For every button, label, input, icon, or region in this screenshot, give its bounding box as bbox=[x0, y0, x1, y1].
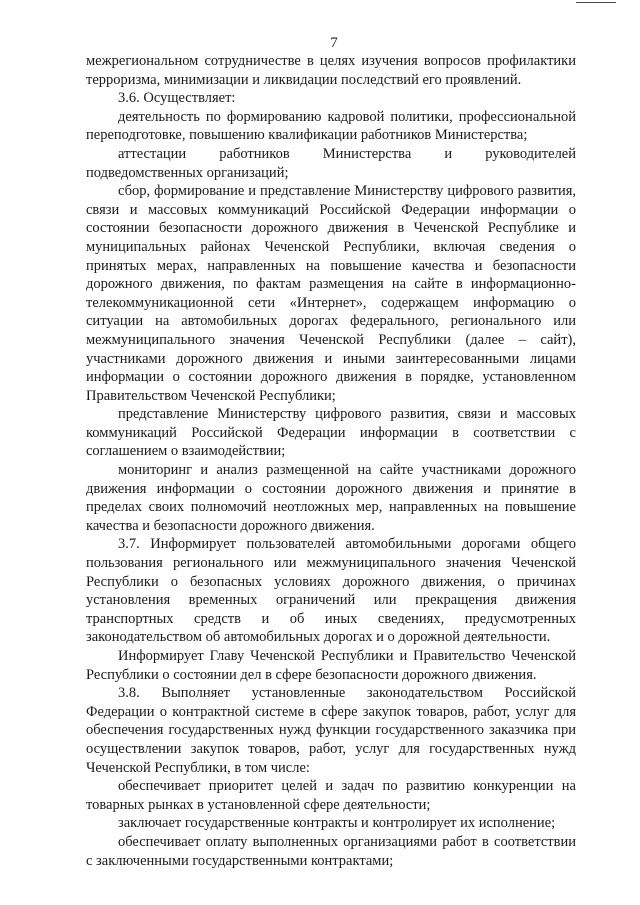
paragraph-3-8: 3.8. Выполняет установленные законодательством Российской Федерации о контрактной системе в сфере закупок товаров, работ, услуг для обеспечения государственных нужд функции государственного заказчика при осуществлении закупок товаров, работ, услуг для государственных нужд Чеченской Республики, в том числе: bbox=[86, 685, 576, 776]
paragraph-3-7: 3.7. Информирует пользователей автомобильными дорогами общего пользования регионального или межмуниципального значения Чеченской Республики о безопасных условиях дорожного движения, о причинах установления временных ограничений или прекращения движения транспортных средств и об иных сведениях, предусмотренных законодательством об автомобильных дорогах и о дорожной деятельности. bbox=[86, 536, 576, 646]
paragraph-data-collection: сбор, формирование и представление Министерству цифрового развития, связи и массовых коммуникаций Российской Федерации информации о состоянии безопасности дорожного движения в Чеченской Республике и муниципальных районах Чеченской Республики, включая сведения о принятых мерах, направленных на повышение качества и безопасности дорожного движения, по фактам размещения на сайте в информационно-телекоммуникационной сети «Интернет», содержащем информацию о ситуации на автомобильных дорогах федерального, регионального или межмуниципального значения Чеченской Республики (далее – сайт), участниками дорожного движения и иными заинтересованными лицами информации о состоянии дорожного движения в порядке, установленном Правительством Чеченской Республики; bbox=[86, 183, 576, 404]
paragraph-information-submission: представление Министерству цифрового развития, связи и массовых коммуникаций Российской Федерации информации в соответствии с соглашением о взаимодействии; bbox=[86, 406, 576, 460]
paragraph-3-6-heading: 3.6. Осуществляет: bbox=[118, 90, 236, 107]
document-body bbox=[86, 52, 576, 870]
paragraph-continuation: межрегиональном сотрудничестве в целях изучения вопросов профилактики терроризма, минимизации и ликвидации последствий его проявлений. bbox=[86, 53, 576, 88]
top-edge-mark bbox=[576, 2, 616, 3]
paragraph-payment: обеспечивает оплату выполненных организациями работ в соответствии с заключенными государственными контрактами; bbox=[86, 833, 576, 869]
paragraph-personnel-policy: деятельность по формированию кадровой политики, профессиональной переподготовке, повышению квалификации работников Министерства; bbox=[86, 108, 576, 144]
paragraph-informs-head: Информирует Главу Чеченской Республики и Правительство Чеченской Республики о состоянии дел в сфере безопасности дорожного движения. bbox=[86, 648, 576, 683]
page-number: 7 bbox=[330, 35, 338, 51]
paragraph-attestation: аттестации работников Министерства и руководителей подведомственных организаций; bbox=[86, 145, 576, 181]
paragraph-contracts: заключает государственные контракты и контролирует их исполнение; bbox=[118, 815, 556, 832]
paragraph-competition-priority: обеспечивает приоритет целей и задач по развитию конкуренции на товарных рынках в установленной сфере деятельности; bbox=[86, 778, 576, 813]
paragraph-monitoring: мониторинг и анализ размещенной на сайте участниками дорожного движения информации о состоянии дорожного движения и принятие в пределах своих полномочий неотложных мер, направленных на повышение качества и безопасности дорожного движения. bbox=[86, 462, 576, 534]
